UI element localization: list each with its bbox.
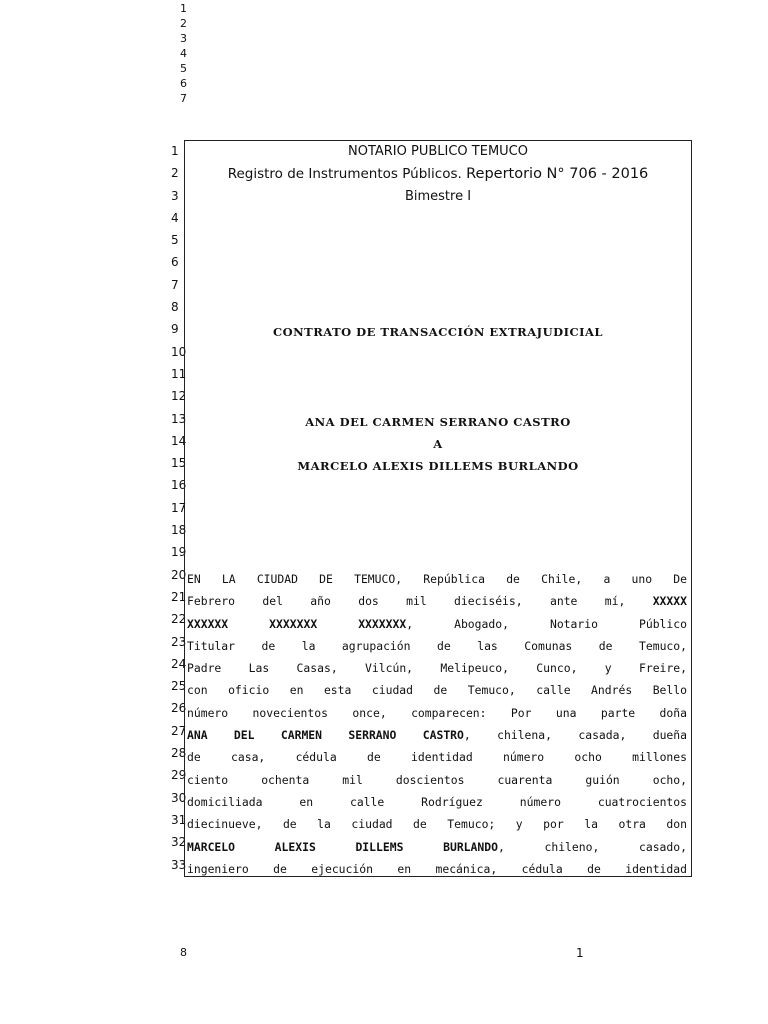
gutter-line-number: 29: [171, 768, 187, 783]
body-line: [187, 858, 687, 880]
gutter-line-number: 4: [171, 210, 179, 225]
body-line: [187, 590, 687, 612]
gutter-line-number: 15: [171, 456, 187, 471]
gutter-line-number: 24: [171, 656, 187, 671]
body-line: [187, 813, 687, 835]
body-text-segment: Titular de la agrupación de las Comunas de Temuco,: [187, 638, 687, 653]
gutter-line-number: 6: [171, 255, 179, 270]
gutter-line-number: 1: [171, 144, 179, 158]
gutter-line-number: 30: [171, 790, 187, 805]
top-line-number: 5: [180, 62, 187, 75]
body-text-segment: ciento ochenta mil doscientos cuarenta guión ocho,: [187, 772, 687, 787]
gutter-line-number: 7: [171, 277, 179, 292]
gutter-line-number: 10: [171, 344, 187, 359]
repertorio-number: Repertorio N° 706 - 2016: [466, 166, 649, 182]
body-line: [187, 702, 687, 724]
body-text-segment: de casa, cédula de identidad número ocho millones: [187, 750, 687, 765]
body-text-segment: diecinueve, de la ciudad de Temuco; y por la otra don: [187, 817, 687, 832]
page-number: 1: [576, 946, 584, 960]
gutter-line-number: 2: [171, 166, 179, 181]
body-text-segment: , chileno, casado,: [497, 839, 687, 854]
top-line-number: 3: [180, 32, 187, 45]
registry-prefix: Registro de Instrumentos Públicos.: [227, 166, 462, 182]
body-text-segment: , chilena, casada, dueña: [463, 728, 688, 743]
contract-title: CONTRATO DE TRANSACCIÓN EXTRAJUDICIAL: [273, 325, 603, 339]
body-bold-text: XXXXX: [652, 594, 687, 609]
top-line-number: 7: [180, 92, 187, 105]
body-text-segment: con oficio en esta ciudad de Temuco, calle Andrés Bello: [187, 683, 687, 698]
body-line: [187, 679, 687, 701]
body-line: [187, 769, 687, 791]
gutter-line-number: 31: [171, 812, 187, 827]
document-page: [184, 140, 692, 877]
top-line-number: 2: [180, 17, 187, 30]
gutter-line-number: 3: [171, 188, 179, 203]
gutter-line-number: 21: [171, 589, 187, 604]
gutter-line-number: 27: [171, 723, 187, 738]
body-text-segment: número novecientos once, comparecen: Por una parte doña: [187, 705, 687, 720]
body-line: [187, 613, 687, 635]
gutter-line-number: 25: [171, 679, 187, 694]
body-text-segment: Padre Las Casas, Vilcún, Melipeuco, Cunco, y Freire,: [187, 661, 687, 676]
gutter-line-number: 28: [171, 746, 187, 761]
party-connector: A: [433, 437, 443, 451]
gutter-line-number: 20: [171, 567, 187, 582]
gutter-line-number: 23: [171, 634, 187, 649]
body-text-segment: EN LA CIUDAD DE TEMUCO, República de Chile, a uno De: [187, 572, 687, 586]
gutter-line-number: 16: [171, 478, 187, 493]
body-line: [187, 724, 687, 746]
body-text-segment: ingeniero de ejecución en mecánica, cédula de identidad: [187, 861, 687, 876]
gutter-line-number: 32: [171, 835, 187, 850]
top-line-number: 1: [180, 2, 187, 15]
contract-body: [187, 568, 687, 880]
body-text-segment: domiciliada en calle Rodríguez número cuatrocientos: [187, 794, 687, 809]
top-line-number: 4: [180, 47, 187, 60]
top-line-number: 6: [180, 77, 187, 90]
body-line: [187, 657, 687, 679]
party-two-name: MARCELO ALEXIS DILLEMS BURLANDO: [297, 459, 579, 473]
gutter-line-number: 26: [171, 701, 187, 716]
party-one-name: ANA DEL CARMEN SERRANO CASTRO: [305, 415, 571, 429]
gutter-line-number: 18: [171, 523, 187, 538]
gutter-line-number: 14: [171, 433, 187, 448]
body-bold-text: ANA DEL CARMEN SERRANO CASTRO: [187, 728, 464, 743]
body-text-segment: Febrero del año dos mil dieciséis, ante mí,: [187, 594, 653, 609]
body-bold-text: MARCELO ALEXIS DILLEMS BURLANDO: [187, 839, 498, 854]
footer-left-number: 8: [180, 946, 187, 959]
body-text-segment: , Abogado, Notario Público: [406, 616, 687, 631]
notary-office-heading: NOTARIO PUBLICO TEMUCO: [347, 144, 528, 159]
gutter-line-number: 22: [171, 612, 187, 627]
registry-line: [185, 163, 691, 185]
body-line: [187, 635, 687, 657]
gutter-line-number: 5: [171, 233, 179, 248]
gutter-line-number: 19: [171, 545, 187, 560]
gutter-line-number: 12: [171, 389, 187, 404]
top-line-numbers: [180, 1, 187, 106]
gutter-line-number: 13: [171, 411, 187, 426]
gutter-line-number: 17: [171, 500, 187, 515]
body-bold-text: XXXXXX XXXXXXX XXXXXXX: [187, 616, 407, 631]
body-line: [187, 791, 687, 813]
body-line: [187, 568, 687, 590]
gutter-line-number: 33: [171, 857, 187, 872]
gutter-line-number: 11: [171, 366, 187, 381]
body-line: [187, 746, 687, 768]
body-line: [187, 836, 687, 858]
bimestre-label: Bimestre I: [404, 189, 472, 204]
gutter-line-number: 8: [171, 300, 179, 315]
gutter-line-number: 9: [171, 322, 179, 337]
